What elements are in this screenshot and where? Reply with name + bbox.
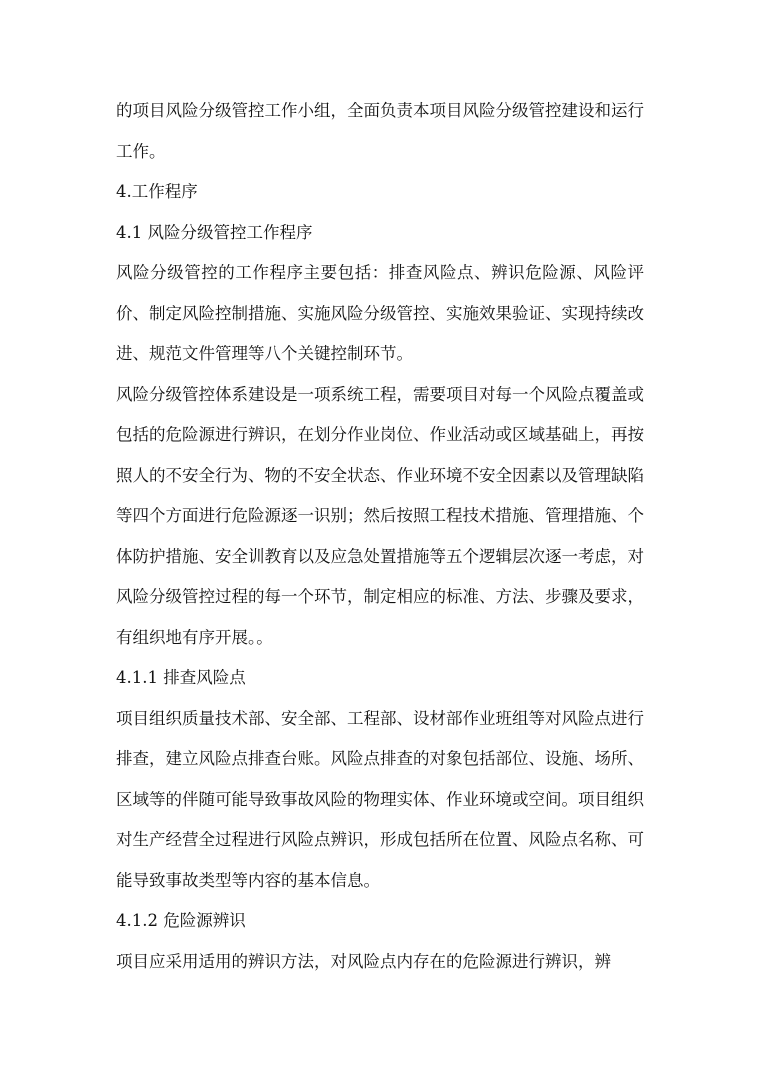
heading-work-procedure: 4.工作程序 <box>116 182 198 201</box>
heading-risk-point-check: 4.1.1 排查风险点 <box>116 668 246 687</box>
heading-risk-control-procedure: 4.1 风险分级管控工作程序 <box>116 222 313 242</box>
paragraph-procedure-overview: 风险分级管控的工作程序主要包括：排查风险点、辨识危险源、风险评价、制定风险控制措施、实施风险分级管控、实施效果验证、实现持续改进、规范文件管理等八个关键控制环节。 <box>116 263 644 363</box>
paragraph-project-team: 的项目风险分级管控工作小组，全面负责本项目风险分级管控建设和运行工作。 <box>116 101 644 161</box>
document-body <box>116 91 644 982</box>
heading-hazard-identification: 4.1.2 危险源辨识 <box>116 911 246 930</box>
paragraph-system-construction: 风险分级管控体系建设是一项系统工程，需要项目对每一个风险点覆盖或包括的危险源进行辨识，在划分作业岗位、作业活动或区域基础上，再按照人的不安全行为、物的不安全状态、作业环境不安全因素以及管理缺陷等四个方面进行危险源逐一识别；然后按照工程技术措施、管理措施、个体防护措施、安全训教育以及应急处置措施等五个逻辑层次逐一考虑，对风险分级管控过程的每一个环节，制定相应的标准、方法、步骤及要求，有组织地有序开展。。 <box>116 384 644 647</box>
paragraph-hazard-identification: 项目应采用适用的辨识方法，对风险点内存在的危险源进行辨识，辨 <box>116 951 611 971</box>
paragraph-risk-point-check: 项目组织质量技术部、安全部、工程部、设材部作业班组等对风险点进行排查，建立风险点排查台账。风险点排查的对象包括部位、设施、场所、区域等的伴随可能导致事故风险的物理实体、作业环境或空间。项目组织对生产经营全过程进行风险点辨识，形成包括所在位置、风险点名称、可能导致事故类型等内容的基本信息。 <box>116 708 644 890</box>
